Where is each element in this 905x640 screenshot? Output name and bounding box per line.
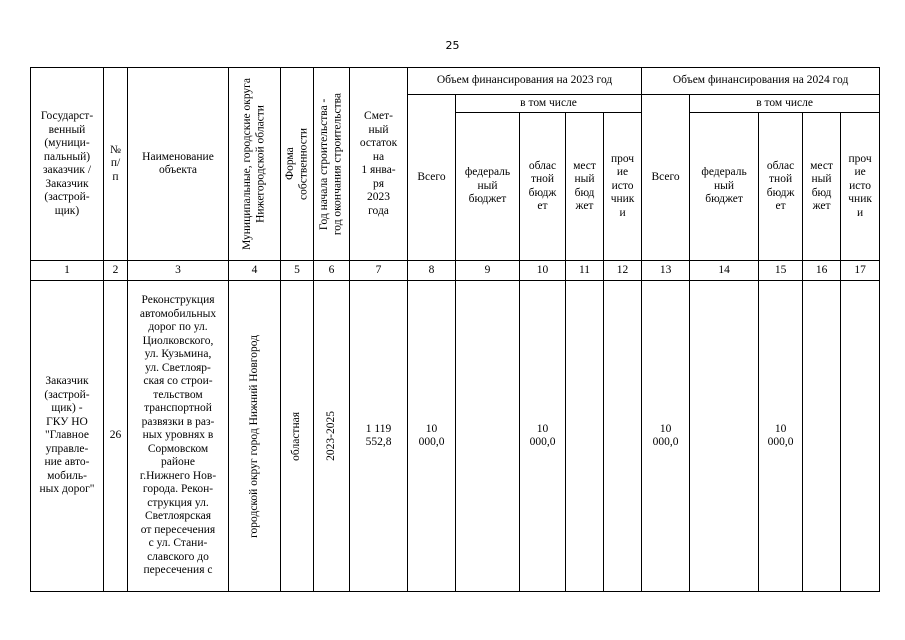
column-numbers-row: [31, 261, 880, 281]
cell-municipality: [229, 281, 281, 592]
header-years-text: Год начала строительства - год окончания строительства: [318, 92, 344, 236]
table-row: [31, 281, 880, 592]
header-municipality-text: Муниципальные, городские округа Нижегородской области: [241, 78, 267, 250]
header-total-2023: Всего: [408, 95, 456, 261]
page-number: 25: [445, 39, 460, 52]
cell-customer: Заказчик (застрой- щик) - ГКУ НО "Главное управле- ние авто- мобиль- ных дорог": [31, 281, 104, 592]
cell-regional-2023: 10 000,0: [520, 281, 566, 592]
column-number: 2: [104, 261, 128, 281]
column-number: 10: [520, 261, 566, 281]
column-number: 15: [759, 261, 803, 281]
column-number: 13: [642, 261, 690, 281]
column-number: 3: [128, 261, 229, 281]
cell-ownership-text: областная: [290, 411, 303, 461]
header-other-2023: проч ие исто чник и: [604, 113, 642, 261]
header-customer: Государст- венный (муници- пальный) заказчик / Заказчик (застрой- щик): [31, 68, 104, 261]
header-municipality: [229, 68, 281, 261]
cell-object-name: Реконструкция автомобильных дорог по ул. Циолковского, ул. Кузьмина, ул. Светлояр- ская со строи- тельством транспортной развязки в раз- ных уровнях в Сормовском районе г.Нижнего Нов- города. Рекон- струкция ул. Светлоярская от пересечения с ул. Стани- славского до пересечения с: [128, 281, 229, 592]
column-number: 12: [604, 261, 642, 281]
header-total-2024: Всего: [642, 95, 690, 261]
column-number: 1: [31, 261, 104, 281]
cell-regional-2024: 10 000,0: [759, 281, 803, 592]
cell-local-2023: [566, 281, 604, 592]
header-other-2024: проч ие исто чник и: [841, 113, 880, 261]
cell-estimate-balance: 1 119 552,8: [350, 281, 408, 592]
header-local-2024: мест ный бюд жет: [803, 113, 841, 261]
header-incl-2023: в том числе: [456, 95, 642, 113]
cell-federal-2023: [456, 281, 520, 592]
cell-total-2023: 10 000,0: [408, 281, 456, 592]
cell-local-2024: [803, 281, 841, 592]
cell-other-2024: [841, 281, 880, 592]
header-object-name: Наименование объекта: [128, 68, 229, 261]
header-ownership-text: Форма собственности: [283, 128, 309, 200]
header-group-2023: Объем финансирования на 2023 год: [408, 68, 642, 95]
column-number: 9: [456, 261, 520, 281]
cell-other-2023: [604, 281, 642, 592]
header-number: № п/ п: [104, 68, 128, 261]
column-number: 6: [314, 261, 350, 281]
financing-table: [30, 67, 880, 592]
column-number: 14: [690, 261, 759, 281]
header-estimate-balance: Смет- ный остаток на 1 янва- ря 2023 года: [350, 68, 408, 261]
header-regional-2024: облас тной бюдж ет: [759, 113, 803, 261]
cell-municipality-text: городской округ город Нижний Новгород: [247, 334, 260, 538]
header-incl-2024: в том числе: [690, 95, 880, 113]
column-number: 7: [350, 261, 408, 281]
header-row-1: [31, 68, 880, 95]
header-federal-2023: федераль ный бюджет: [456, 113, 520, 261]
column-number: 5: [281, 261, 314, 281]
cell-years-text: 2023-2025: [324, 411, 337, 461]
cell-total-2024: 10 000,0: [642, 281, 690, 592]
header-regional-2023: облас тной бюдж ет: [520, 113, 566, 261]
cell-years: [314, 281, 350, 592]
column-number: 4: [229, 261, 281, 281]
column-number: 8: [408, 261, 456, 281]
column-number: 16: [803, 261, 841, 281]
cell-number: 26: [104, 281, 128, 592]
header-federal-2024: федераль ный бюджет: [690, 113, 759, 261]
header-years: [314, 68, 350, 261]
cell-ownership: [281, 281, 314, 592]
header-ownership: [281, 68, 314, 261]
header-local-2023: мест ный бюд жет: [566, 113, 604, 261]
column-number: 11: [566, 261, 604, 281]
header-group-2024: Объем финансирования на 2024 год: [642, 68, 880, 95]
column-number: 17: [841, 261, 880, 281]
cell-federal-2024: [690, 281, 759, 592]
